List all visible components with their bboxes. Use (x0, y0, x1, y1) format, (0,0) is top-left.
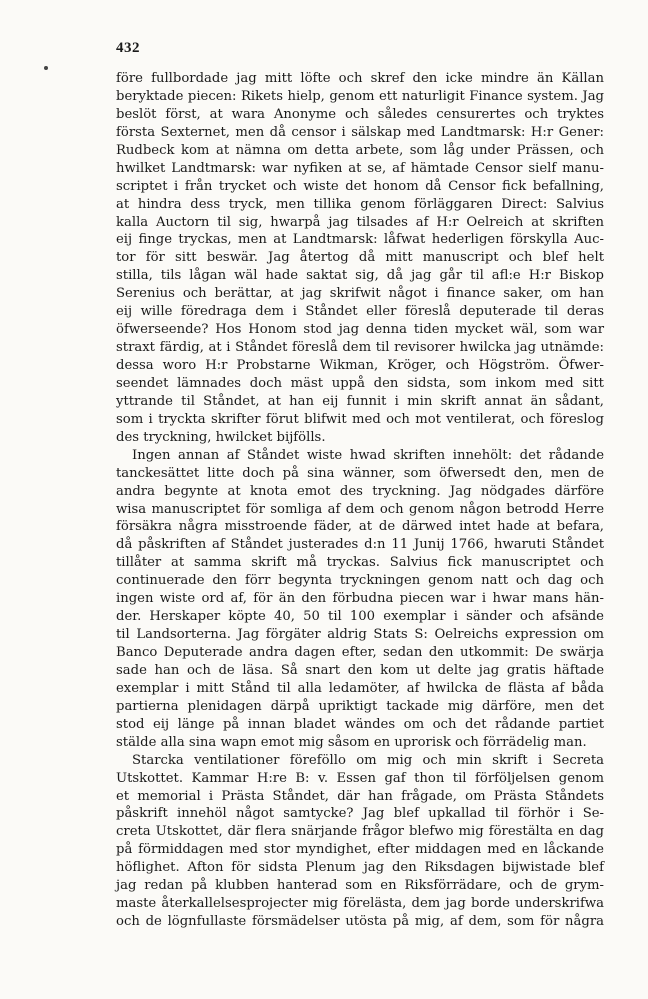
text-line: beryktade piecen: Rikets hielp, genom ett naturligit Finance system. Jag (116, 88, 604, 104)
text-line: beslöt först, at wara Anonyme och således censurertes och tryktes (116, 106, 604, 122)
text-line: des tryckning, hwilcket bijfölls. (116, 429, 326, 445)
text-line: som i tryckta skrifter förut blifwit med och mot ventilerat, och föreslog (116, 411, 604, 427)
text-line: då påskriften af Ståndet justerades d:n 11 Junij 1766, hwaruti Ståndet (116, 537, 604, 553)
text-line: försäkra några misstroende fäder, at de därwed intet hade at befara, (116, 519, 604, 535)
text-line: öfwerseende? Hos Honom stod jag denna tiden mycket wäl, som war (116, 322, 604, 338)
text-line: på förmiddagen med stor myndighet, efter middagen med en låckande (116, 842, 604, 858)
text-line: straxt färdig, at i Ståndet föreslå dem til revisorer hwilcka jag utnämde: (116, 340, 604, 356)
text-line: der. Herskaper köpte 40, 50 til 100 exemplar i sänder och afsände (116, 609, 604, 625)
text-line: Starcka ventilationer föreföllo om mig och min skrift i Secreta (132, 752, 604, 768)
text-line: påskrift innehöl något samtycke? Jag blef upkallad til förhör i Se- (116, 806, 604, 822)
text-line: före fullbordade jag mitt löfte och skref den icke mindre än Källan (116, 71, 604, 86)
text-line: hwilket Landtmarsk: war nyfiken at se, af hämtade Censor sielf manu- (116, 160, 604, 176)
text-line: creta Utskottet, där flera snärjande frågor blefwo mig förestälta en dag (116, 824, 604, 840)
text-line: Banco Deputerade andra dagen efter, sedan den utkommit: De swärja (116, 645, 604, 660)
text-line: stod eij länge på innan bladet wändes om och det rådande partiet (116, 716, 604, 732)
text-line: ingen wiste ord af, för än den förbudna piecen war i hwar mans hän- (116, 591, 604, 607)
text-line: Rudbeck kom at nämna om detta arbete, som låg under Prässen, och (116, 142, 604, 158)
text-line: eij finge tryckas, men at Landtmarsk: låfwat hederligen förskylla Auc- (116, 232, 604, 248)
text-line: wisa manuscriptet för somliga af dem och genom någon betrodd Herre (116, 501, 604, 517)
text-line: at hindra dess tryck, men tillika genom förläggaren Direct: Salvius (116, 196, 604, 212)
body-text (116, 70, 604, 931)
text-line: sade han och de läsa. Så snart den kom ut delte jag gratis häftade (116, 662, 604, 678)
text-line: exemplar i mitt Stånd til alla ledamöter, af hwilcka de flästa af båda (116, 680, 604, 696)
text-line: eij wille föredraga dem i Ståndet eller föreslå deputerade til deras (116, 304, 604, 320)
text-line: tor för sitt beswär. Jag återtog då mitt manuscript och blef helt (116, 250, 604, 266)
text-line: dessa woro H:r Probstarne Wikman, Kröger, och Högström. Öfwer- (116, 358, 604, 373)
text-line: första Sexternet, men då censor i sälskap med Landtmarsk: H:r Gener: (116, 124, 604, 140)
text-line: stilla, tils lågan wäl hade saktat sig, då jag går til afl:e H:r Biskop (116, 268, 604, 284)
text-line: maste återkallelsesprojecter mig förelästa, dem jag borde underskrifwa (116, 896, 604, 912)
text-line: Utskottet. Kammar H:re B: v. Essen gaf thon til förföljelsen genom (116, 770, 604, 786)
text-line: stälde alla sina wapn emot mig såsom en uprorisk och förrädelig man. (116, 734, 587, 750)
page-number: 432 (116, 40, 140, 56)
text-line: andra begynte at knota emot des tryckning. Jag nödgades därföre (116, 483, 604, 499)
text-line: kalla Auctorn til sig, hwarpå jag tilsades af H:r Oelreich at skriften (116, 214, 604, 230)
text-line: Serenius och berättar, at jag skrifwit något i finance saker, om han (116, 286, 604, 302)
text-line: seendet lämnades doch mäst uppå den sidsta, som inkom med sitt (116, 375, 604, 391)
text-line: continuerade den förr begynta tryckningen genom natt och dag och (116, 573, 604, 589)
text-line: tillåter at samma skrift må tryckas. Salvius fick manuscriptet och (116, 555, 604, 571)
text-line: tanckesättet litte doch på sina wänner, som öfwersedt den, men de (116, 465, 604, 481)
text-line: til Landsorterna. Jag förgäter aldrig Stats S: Oelreichs expression om (116, 627, 604, 643)
text-line: och de lögnfullaste försmädelser utösta på mig, af dem, som för några (116, 914, 604, 930)
text-line: jag redan på klubben hanterad som en Riksförrädare, och de grym- (116, 878, 604, 894)
text-line: scriptet i från trycket och wiste det honom då Censor fick befallning, (116, 178, 604, 194)
margin-mark (44, 66, 48, 70)
text-line: et memorial i Prästa Ståndet, där han frågade, om Prästa Ståndets (116, 788, 604, 804)
text-line: höflighet. Afton för sidsta Plenum jag den Riksdagen bijwistade blef (116, 860, 604, 876)
text-line: Ingen annan af Ståndet wiste hwad skriften innehölt: det rådande (132, 447, 604, 463)
text-line: yttrande til Ståndet, at han eij funnit i min skrift annat än sådant, (116, 393, 604, 409)
text-line: partierna plenidagen därpå upriktigt tackade mig därföre, men det (116, 698, 604, 714)
